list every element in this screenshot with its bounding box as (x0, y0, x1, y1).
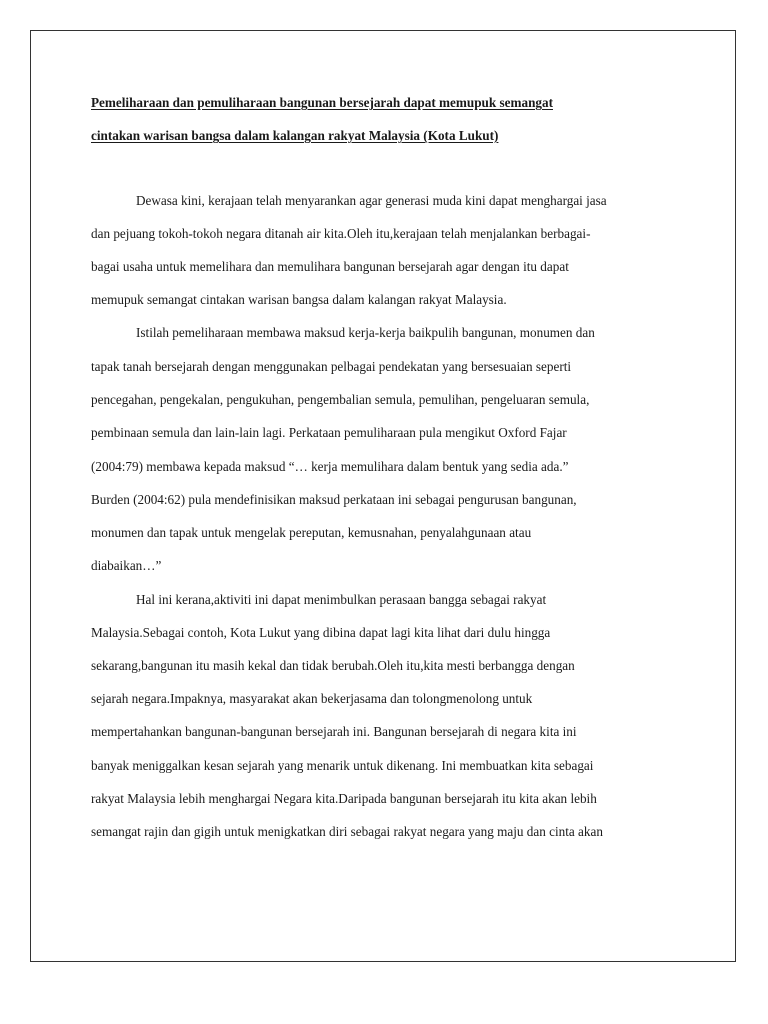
paragraph-3-line: mempertahankan bangunan-bangunan bersejarah ini. Bangunan bersejarah di negara kita ini (91, 724, 577, 739)
paragraph-3-line: rakyat Malaysia lebih menghargai Negara kita.Daripada bangunan bersejarah itu kita akan lebih (91, 791, 597, 806)
paragraph-3-line: Malaysia.Sebagai contoh, Kota Lukut yang dibina dapat lagi kita lihat dari dulu hingga (91, 625, 551, 640)
paragraph-3-line: semangat rajin dan gigih untuk menigkatkan diri sebagai rakyat negara yang maju dan cinta akan (91, 824, 603, 839)
paragraph-1-line: bagai usaha untuk memelihara dan memulihara bangunan bersejarah agar dengan itu dapat (91, 259, 569, 274)
paragraph-2-line: diabaikan…” (91, 558, 162, 573)
paragraph-3-line: sejarah negara.Impaknya, masyarakat akan bekerjasama dan tolongmenolong untuk (91, 691, 533, 706)
paragraph-1-line: memupuk semangat cintakan warisan bangsa dalam kalangan rakyat Malaysia. (91, 292, 507, 307)
paragraph-1-line: Dewasa kini, kerajaan telah menyarankan agar generasi muda kini dapat menghargai jasa (136, 193, 607, 208)
paragraph-2-line: pembinaan semula dan lain-lain lagi. Perkataan pemuliharaan pula mengikut Oxford Fajar (91, 425, 567, 440)
paragraph-3-line: sekarang,bangunan itu masih kekal dan tidak berubah.Oleh itu,kita mesti berbangga dengan (91, 658, 575, 673)
document-title-line-1: Pemeliharaan dan pemuliharaan bangunan bersejarah dapat memupuk semangat (91, 95, 553, 110)
paragraph-2-line: pencegahan, pengekalan, pengukuhan, pengembalian semula, pemulihan, pengeluaran semula, (91, 392, 590, 407)
paragraph-3-line: banyak meniggalkan kesan sejarah yang menarik untuk dikenang. Ini membuatkan kita sebagai (91, 758, 594, 773)
paragraph-2-line: monumen dan tapak untuk mengelak pereputan, kemusnahan, penyalahgunaan atau (91, 525, 532, 540)
paragraph-1-line: dan pejuang tokoh-tokoh negara ditanah air kita.Oleh itu,kerajaan telah menjalankan berbagai- (91, 226, 591, 241)
paragraph-2-line: Burden (2004:62) pula mendefinisikan maksud perkataan ini sebagai pengurusan bangunan, (91, 492, 577, 507)
paragraph-2-line: (2004:79) membawa kepada maksud “… kerja memulihara dalam bentuk yang sedia ada.” (91, 459, 569, 474)
paragraph-3-line: Hal ini kerana,aktiviti ini dapat menimbulkan perasaan bangga sebagai rakyat (136, 592, 547, 607)
paragraph-2-line: Istilah pemeliharaan membawa maksud kerja-kerja baikpulih bangunan, monumen dan (136, 325, 595, 340)
paragraph-2-line: tapak tanah bersejarah dengan menggunakan pelbagai pendekatan yang bersesuaian seperti (91, 359, 572, 374)
document-title-line-2: cintakan warisan bangsa dalam kalangan rakyat Malaysia (Kota Lukut) (91, 128, 499, 143)
